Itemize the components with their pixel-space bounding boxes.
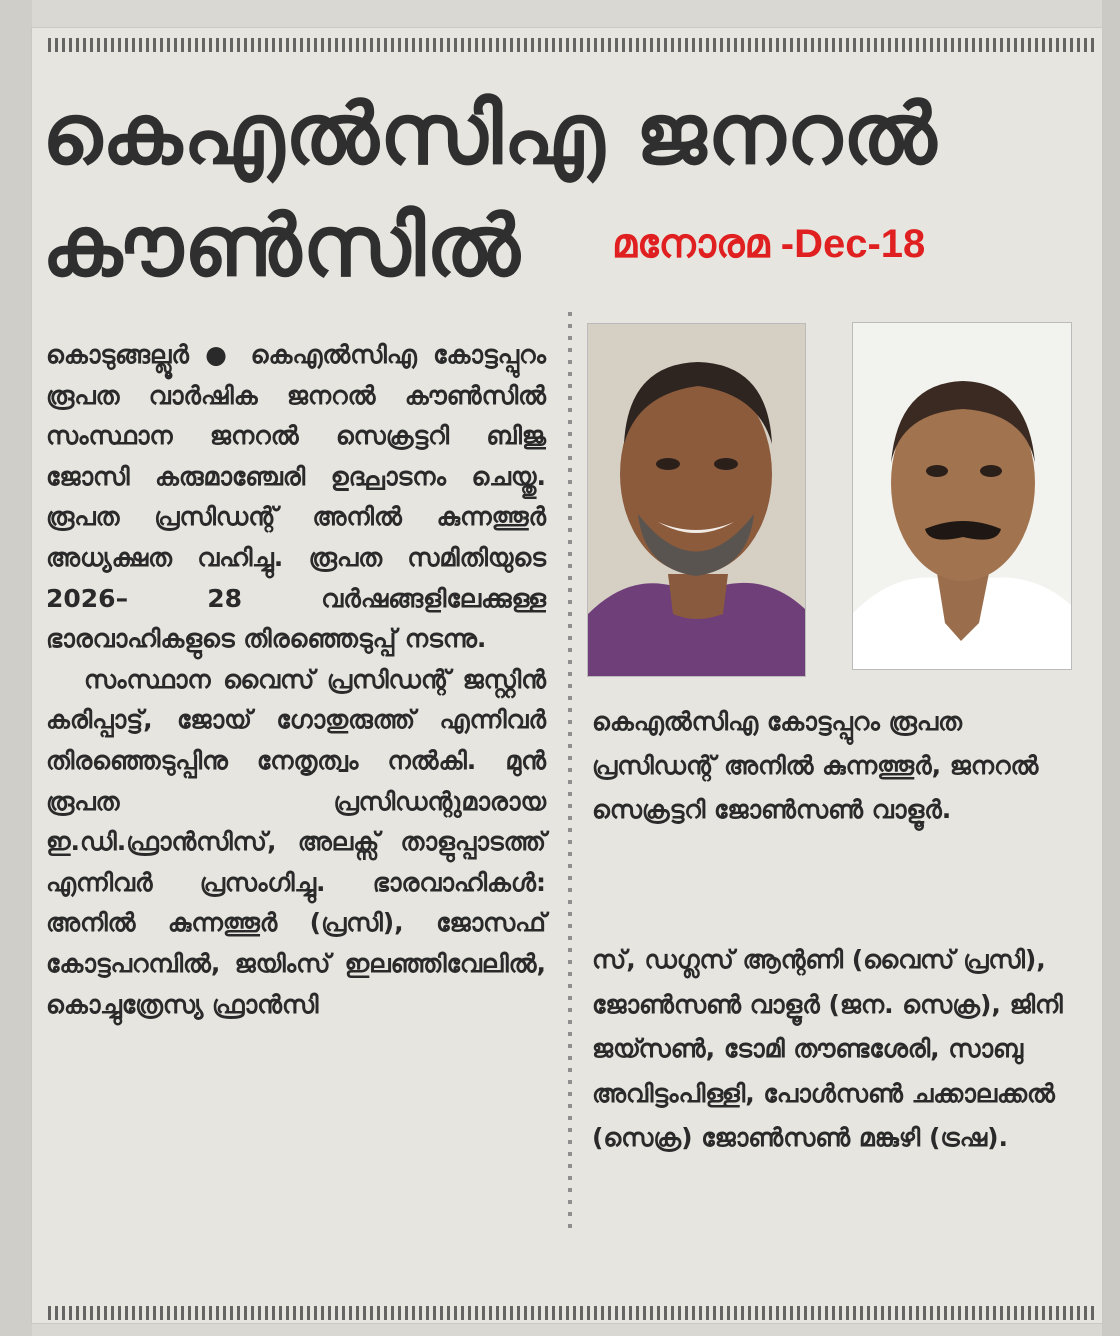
article-body <box>46 335 546 1025</box>
page-edge-left <box>0 0 32 1336</box>
photo-president <box>587 323 806 677</box>
photo-general-secretary <box>852 322 1072 670</box>
body-paragraph-1: കൊടുങ്ങല്ലൂർ ● കെഎൽസിഎ കോട്ടപ്പുറം രൂപത വാർഷിക ജനറൽ കൗൺസിൽ സംസ്ഥാന ജനറൽ സെക്രട്ടറി ബിജു ജോസി കരുമാഞ്ചേരി ഉദ്ഘാടനം ചെയ്തു. രൂപത പ്രസിഡന്റ് അനിൽ കുന്നത്തൂർ അധ്യക്ഷത വഹിച്ചു. രൂപത സമിതിയുടെ 2026– 28 വർഷങ്ങളിലേക്കുള്ള ഭാരവാഹികളുടെ തിരഞ്ഞെടുപ്പ് നടന്നു. <box>46 340 546 654</box>
bottom-dotted-rule <box>48 1306 1098 1320</box>
portrait-man-white-shirt-icon <box>853 323 1071 669</box>
top-dotted-rule <box>48 38 1098 52</box>
headline <box>42 78 942 302</box>
photo-caption: കെഎൽസിഎ കോട്ടപ്പുറം രൂപത പ്രസിഡന്റ് അനിൽ കുന്നത്തൂർ, ജനറൽ സെക്രട്ടറി ജോൺസൺ വാളൂർ. <box>592 707 1039 824</box>
headline-line-1: കെഎൽസിഎ ജനറൽ <box>42 85 938 183</box>
headline-line-2: കൗൺസിൽ <box>42 197 521 295</box>
body-paragraph-2: സംസ്ഥാന വൈസ് പ്രസിഡന്റ് ജസ്റ്റിൻ കരിപ്പാട്ട്, ജോയ് ഗോതുരുത്ത് എന്നിവർ തിരഞ്ഞെടുപ്പിനു നേതൃത്വം നൽകി. മുൻ രൂപത പ്രസിഡന്റുമാരായ ഇ.ഡി.ഫ്രാൻസിസ്, അലക്സ് താളുപ്പാടത്ത് എന്നിവർ പ്രസംഗിച്ചു. ഭാരവാഹികൾ: അനിൽ കുന്നത്തൂർ (പ്രസി), ജോസഫ് കോട്ടപറമ്പിൽ, ജയിംസ് ഇലഞ്ഞിവേലിൽ, കൊച്ചുത്രേസ്യ ഫ്രാൻസി <box>46 664 546 1019</box>
portrait-man-purple-shirt-icon <box>588 324 805 676</box>
column-divider <box>568 312 572 1230</box>
article-continued-text: സ്, ഡഗ്ലസ് ആന്റണി (വൈസ് പ്രസി), ജോൺസൺ വാളൂർ (ജന. സെക്ര), ജിനി ജയ്സൺ, ടോമി തൗണ്ടശേരി, സാബു അവിട്ടംപിള്ളി, പോൾസൺ ചക്കാലക്കൽ (സെക്ര) ജോൺസൺ മങ്കുഴി (ട്രഷ). <box>592 945 1063 1152</box>
page-edge-right <box>1102 0 1120 1336</box>
source-label: മനോരമ -Dec-18 <box>612 222 926 266</box>
